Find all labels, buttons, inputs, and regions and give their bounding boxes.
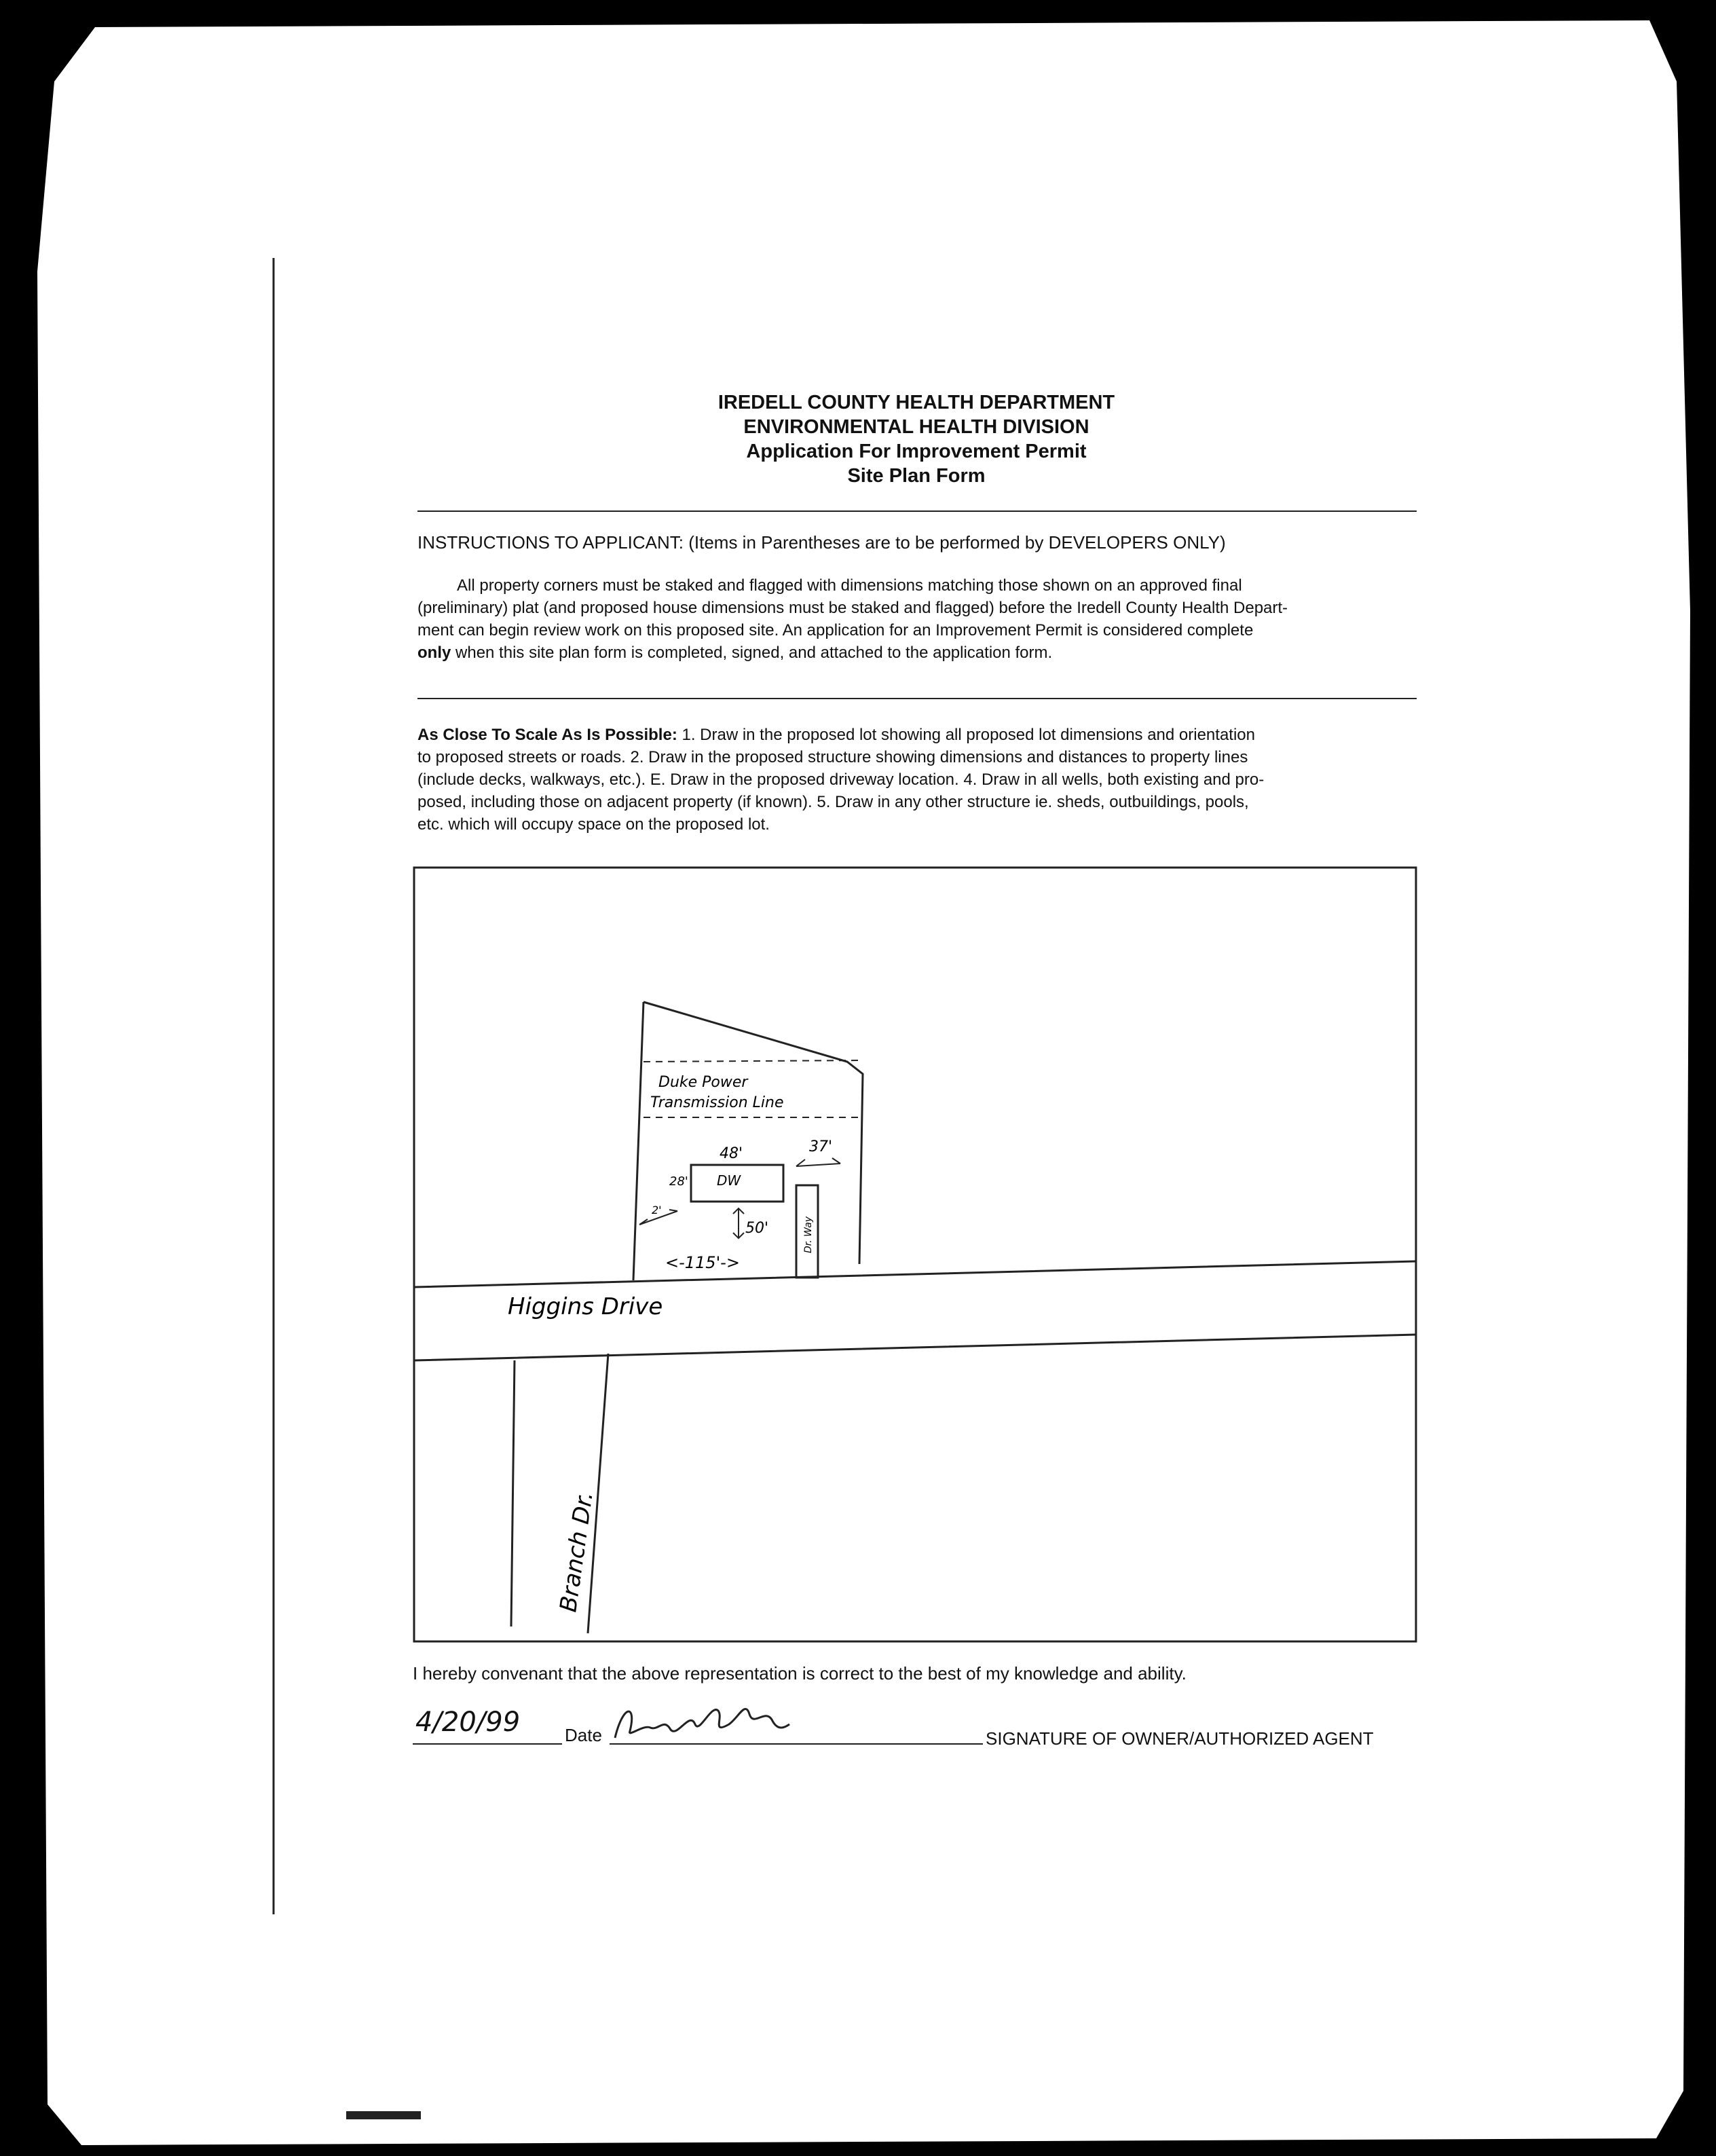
front-setback-arrow: [733, 1208, 744, 1238]
right-setback-arrow: [796, 1158, 840, 1166]
instructions-line: ment can begin review work on this proposed site. An application for an Improvement Permit is considered complete: [417, 621, 1254, 639]
instructions-paragraph: [417, 574, 1417, 664]
date-value: 4/20/99: [415, 1707, 521, 1738]
driveway-label: Dr. Way: [803, 1216, 814, 1253]
house-label: DW: [717, 1172, 741, 1189]
scale-instructions-line: posed, including those on adjacent property (if known). 5. Draw in any other structure ie. sheds, outbuildings, pools,: [417, 793, 1249, 811]
site-plan-drawing: [413, 866, 1417, 1643]
scale-instructions-line: etc. which will occupy space on the proposed lot.: [417, 815, 770, 834]
scale-instructions-line: 1. Draw in the proposed lot showing all proposed lot dimensions and orientation: [677, 726, 1255, 744]
certification-statement: I hereby convenant that the above representation is correct to the best of my knowledge and ability.: [413, 1663, 1187, 1684]
header-division: ENVIRONMENTAL HEALTH DIVISION: [743, 416, 1089, 438]
instructions-heading: INSTRUCTIONS TO APPLICANT: (Items in Parentheses are to be performed by DEVELOPERS ONLY): [417, 532, 1226, 553]
easement-label-1: Duke Power: [658, 1074, 748, 1091]
lot-frontage-label: <-115'->: [665, 1253, 740, 1272]
drawing-box: [414, 868, 1416, 1641]
house-depth-label: 28': [669, 1174, 688, 1189]
right-setback-label: 37': [809, 1138, 833, 1155]
side-setback-label: 2': [652, 1204, 662, 1216]
signature-line: [610, 1743, 983, 1745]
scale-instructions: [417, 724, 1417, 836]
branch-dr-label: Branch Dr.: [555, 1489, 599, 1614]
signature-label: SIGNATURE OF OWNER/AUTHORIZED AGENT: [986, 1728, 1374, 1749]
higgins-drive-label: Higgins Drive: [508, 1293, 663, 1320]
scale-instructions-lead: As Close To Scale As Is Possible:: [417, 726, 677, 744]
divider: [417, 510, 1417, 512]
instructions-emphasis: only: [417, 644, 451, 662]
header-application: Application For Improvement Permit: [746, 441, 1087, 462]
date-line: [413, 1743, 562, 1745]
header-department: IREDELL COUNTY HEALTH DEPARTMENT: [717, 392, 1115, 413]
header-form-title: Site Plan Form: [847, 465, 986, 487]
date-label: Date: [565, 1725, 602, 1745]
instructions-line: (preliminary) plat (and proposed house dimensions must be staked and flagged) before the Iredell County Health Depart-: [417, 599, 1288, 617]
scale-instructions-line: (include decks, walkways, etc.). E. Draw in the proposed driveway location. 4. Draw in all wells, both existing and pro-: [417, 770, 1265, 789]
scale-instructions-line: to proposed streets or roads. 2. Draw in the proposed structure showing dimensions and distances to property lines: [417, 748, 1248, 766]
easement-label-2: Transmission Line: [650, 1094, 784, 1111]
house-width-label: 48': [720, 1145, 743, 1162]
divider: [417, 698, 1417, 699]
instructions-line: All property corners must be staked and flagged with dimensions matching those shown on an approved final: [457, 576, 1242, 595]
front-setback-label: 50': [745, 1220, 769, 1237]
instructions-line: when this site plan form is completed, signed, and attached to the application form.: [451, 644, 1053, 662]
